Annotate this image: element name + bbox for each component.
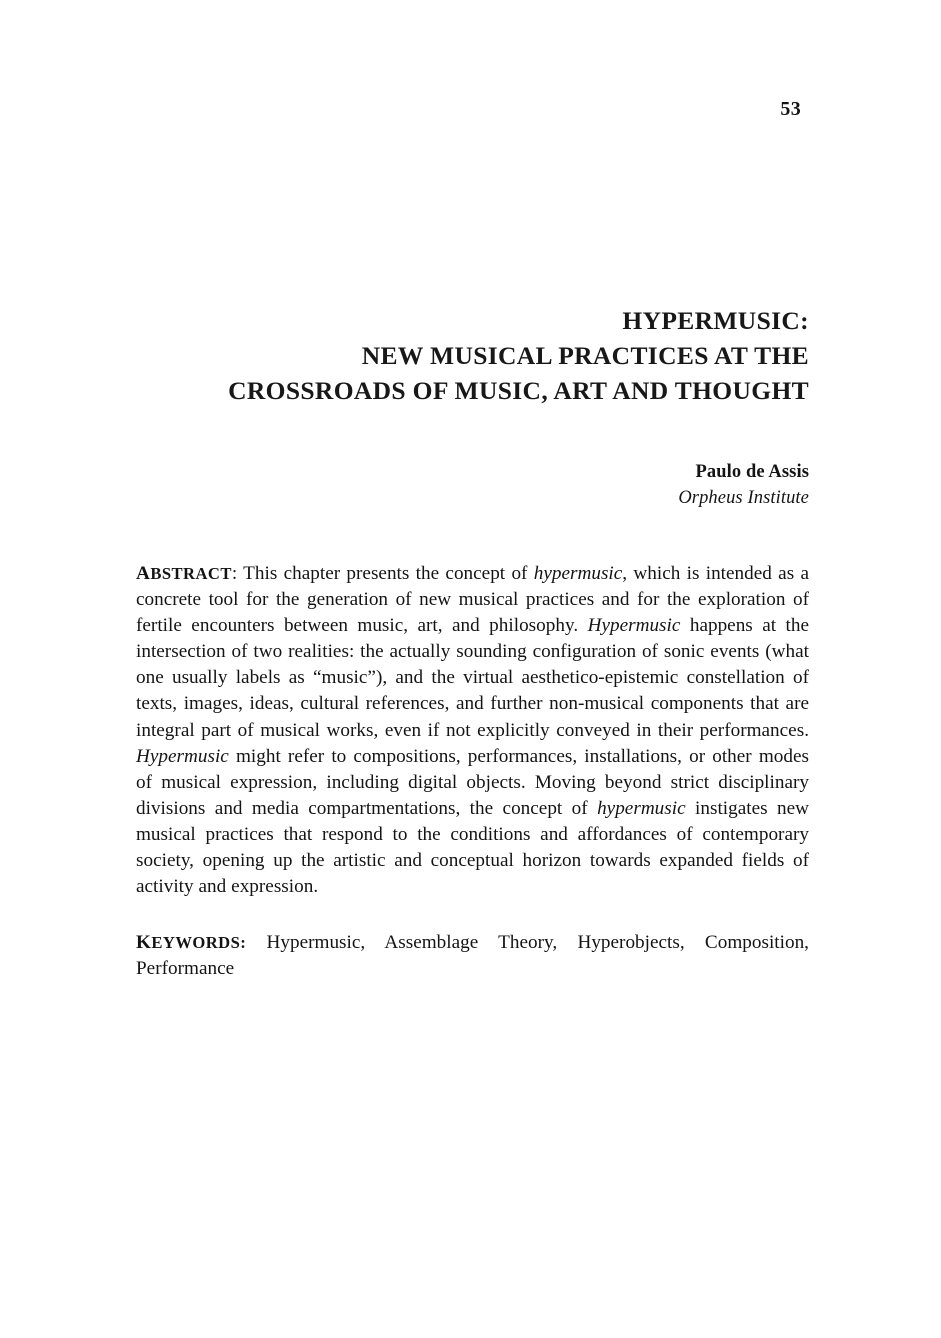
keywords-list: Hypermusic, Assemblage Theory, Hyperobjects, Composition, Performance — [136, 932, 809, 980]
keywords-colon: : — [240, 933, 247, 953]
author-affiliation: Orpheus Institute — [678, 488, 809, 508]
author-name: Paulo de Assis — [695, 462, 809, 482]
abstract-segment-3: happens at the intersection of two realities: the actually sounding configuration of sonic events (what one usually labels as “music”), and the virtual aesthetico-epistemic constellation of texts, images, ideas, cultural references, and further non-musical components that are integral part of musical works, even if not explicitly conveyed in their performances. — [136, 615, 809, 741]
abstract-colon: : — [231, 563, 238, 584]
author-block — [136, 459, 809, 511]
abstract-label-cap: A — [136, 563, 151, 584]
abstract-segment-1: This chapter presents the concept of — [237, 563, 534, 584]
abstract-italic-2: Hypermusic — [587, 615, 681, 637]
abstract-italic-1: hypermusic — [533, 563, 623, 584]
abstract-label — [136, 564, 232, 583]
title-line-2: NEW MUSICAL PRACTICES AT THE — [361, 341, 809, 370]
abstract-italic-3: Hypermusic — [136, 745, 229, 767]
keywords-label — [136, 933, 246, 952]
abstract-paragraph — [136, 561, 809, 900]
abstract-segment-2: , which is intended as a concrete tool for the generation of new musical practices and for the exploration of fertile encounters between music, art, and philosophy. — [136, 563, 809, 637]
keywords-label-rest: EYWORDS — [151, 933, 241, 953]
abstract-and-keywords — [136, 561, 809, 982]
abstract-segment-5: instigates new musical practices that respond to the conditions and affordances of contemporary society, opening up the artistic and conceptual horizon towards expanded fields of activity and expression. — [136, 797, 810, 898]
page-number: 53 — [780, 98, 801, 120]
abstract-label-rest: BSTRACT — [150, 564, 232, 583]
keywords-label-cap: K — [136, 932, 152, 954]
title-line-1: HYPERMUSIC: — [622, 306, 809, 335]
abstract-italic-4: hypermusic — [597, 797, 686, 819]
title-line-3: CROSSROADS OF MUSIC, ART AND THOUGHT — [228, 376, 809, 405]
keywords-paragraph — [136, 930, 809, 982]
page-title — [136, 303, 809, 408]
abstract-segment-4: might refer to compositions, performances, installations, or other modes of musical expression, including digital objects. Moving beyond strict disciplinary divisions and media compartmentations, the concept of — [136, 745, 809, 819]
